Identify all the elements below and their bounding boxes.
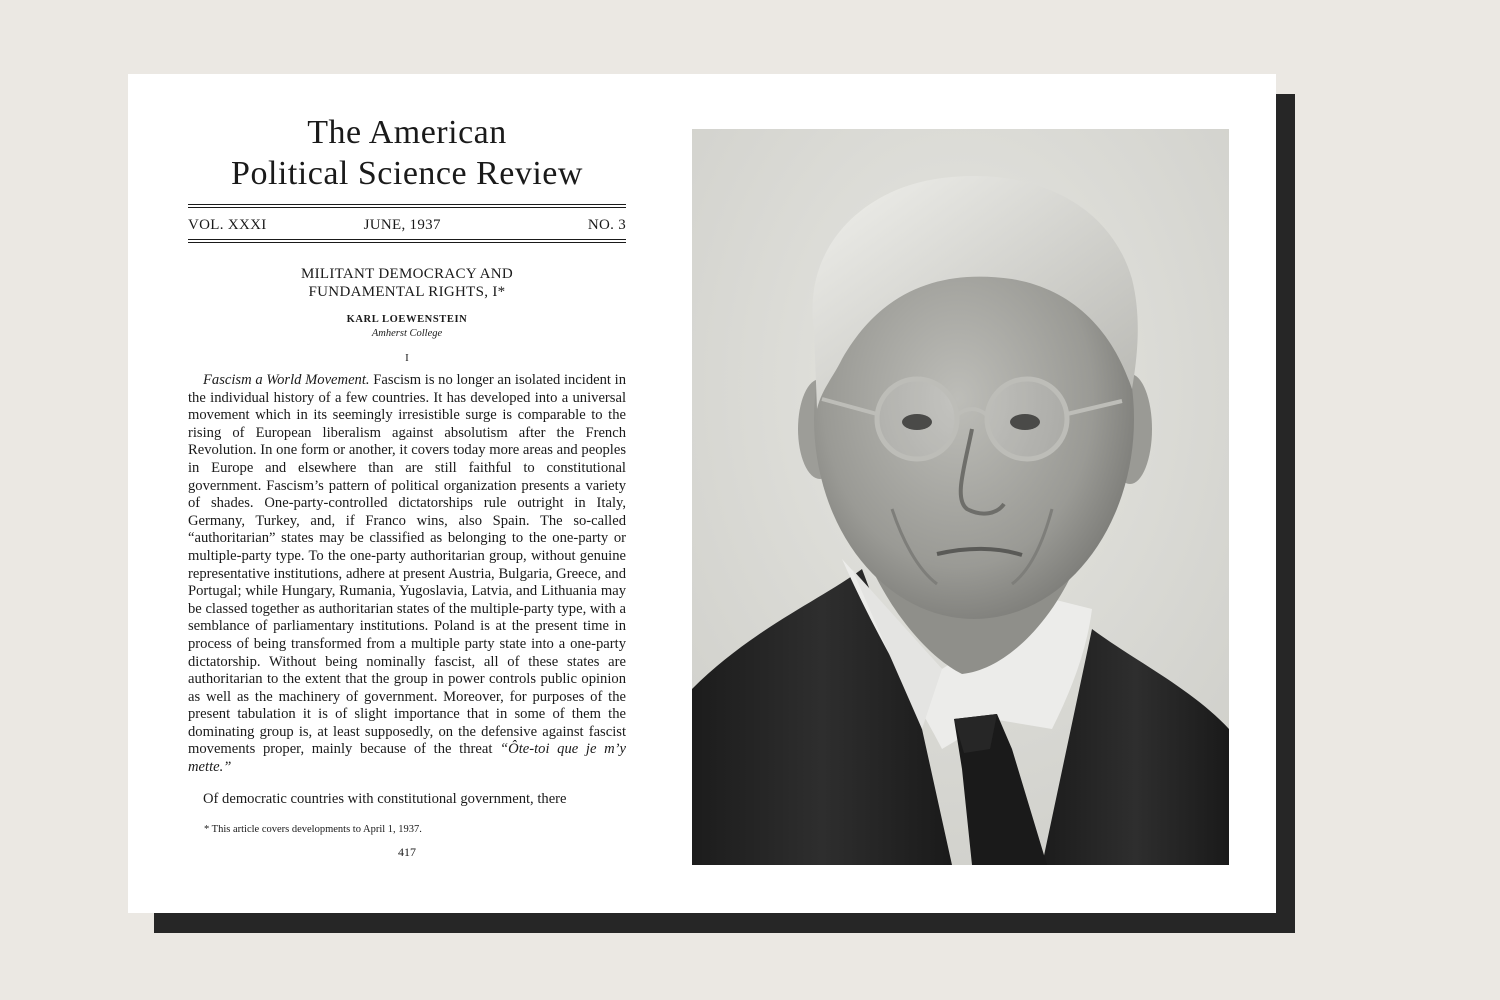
volume-label: VOL. XXXI: [188, 217, 267, 233]
issue-date: JUNE, 1937: [363, 217, 441, 233]
article-title-line1: MILITANT DEMOCRACY AND: [300, 266, 514, 282]
lead-heading: Fascism a World Movement.: [203, 372, 370, 388]
body-paragraph-2: Of democratic countries with constitutional government, there: [203, 791, 567, 808]
footnote: * This article covers developments to April 1, 1937.: [204, 824, 422, 836]
masthead-rule-bottom: [188, 239, 626, 243]
section-number: I: [405, 352, 409, 364]
french-quote: “Ôte-toi que je m’y mette.”: [188, 741, 626, 776]
article-title-line2: FUNDAMENTAL RIGHTS, I*: [308, 284, 506, 300]
journal-title-line1: The American: [307, 114, 507, 151]
portrait-photo-icon: [692, 129, 1229, 865]
issue-line: [188, 208, 626, 239]
paragraph-1-text: Fascism is no longer an isolated incident in the individual history of a few countries. It has developed into a universal movement which in its seemingly irresistible surge is comparable to the rising of European liberalism against absolutism after the French Revolution. In one form or another, it covers today more areas and peoples in Europe and elsewhere than are still faithful to constitutional government. Fascism’s pattern of political organization presents a variety of shades. One-party-controlled dictatorships rule outright in Italy, Germany, Turkey, and, if Franco wins, also Spain. The so-called “authoritarian” states may be classified as belonging to the one-party or multiple-party type. To the one-party authoritarian group, without genuine representative institutions, adhere at present Austria, Bulgaria, Greece, and Portugal; while Hungary, Rumania, Yugoslavia, Latvia, and Lithuania may be classed together as authoritarian states of the multiple-party type, with a semblance of parliamentary institutions. Poland is at the present time in process of being transformed from a multiple party state into a one-party dictatorship. Without being nominally fascist, all of these states are authoritarian to the extent that the group in power controls public opinion as well as the machinery of government. Moreover, for purposes of the present tabulation it is of slight importance that in some of them the dominating group is, at least supposedly, on the defensive against fascist movements proper, mainly because of the threat: [188, 372, 627, 758]
article-author: KARL LOEWENSTEIN: [346, 314, 468, 325]
journal-title-line2: Political Science Review: [231, 155, 583, 192]
author-portrait: [692, 129, 1229, 865]
journal-page: [188, 112, 626, 859]
page-number: 417: [398, 845, 416, 860]
page-card: [128, 74, 1276, 913]
article-title: [188, 265, 626, 301]
body-paragraph-1: [188, 372, 626, 777]
author-affiliation: Amherst College: [371, 328, 443, 339]
journal-masthead: [188, 112, 626, 194]
issue-number: NO. 3: [587, 217, 626, 233]
